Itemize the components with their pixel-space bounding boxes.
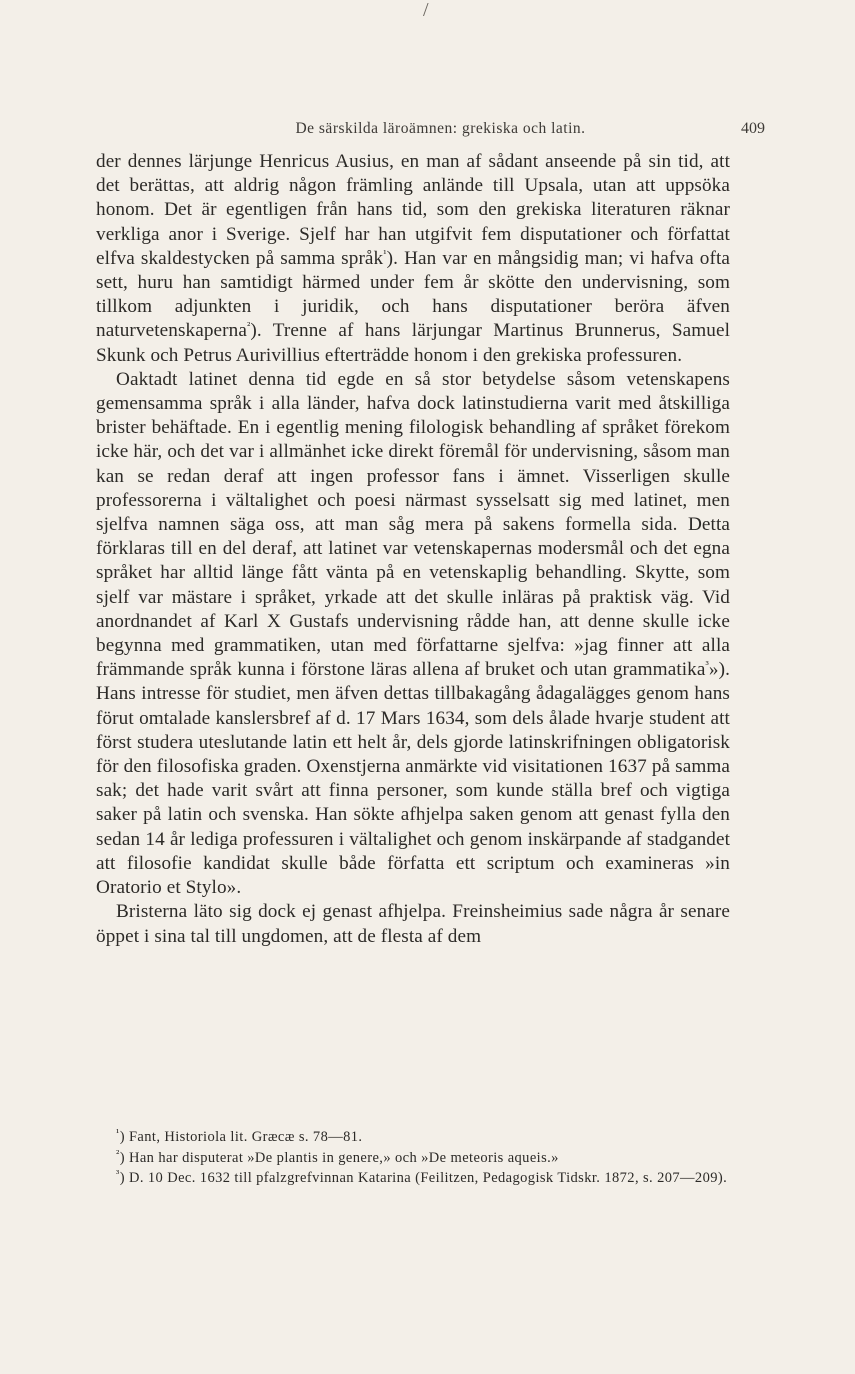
footnote-3-text: ) D. 10 Dec. 1632 till pfalzgrefvinnan Katarina (Feilitzen, Pedagogisk Tidskr. 1872, s. 207—209). <box>119 1170 728 1186</box>
footnote-2-text: ) Han har disputerat »De plantis in genere,» och »De meteoris aqueis.» <box>119 1149 559 1166</box>
top-pencil-mark: / <box>423 0 429 21</box>
body-text <box>96 150 730 949</box>
footnote-2-mark: ² <box>116 1147 120 1160</box>
page-number: 409 <box>741 120 765 137</box>
footnote-ref-3: ³ <box>705 659 709 672</box>
footnote-2 <box>96 1149 730 1169</box>
footnote-ref-2: ² <box>246 320 251 333</box>
paragraph-1-part-b: ). Han var en mångsidig man; vi hafva ofta sett, huru han samtidigt härmed under fem år skötte den undervisning, som tillkom adjunkten i juridik, och hans disputationer beröra äfven naturvetenskaperna <box>96 247 730 342</box>
paragraph-2 <box>96 368 730 900</box>
paragraph-1 <box>96 150 730 368</box>
footnote-1-mark: ¹ <box>116 1127 120 1139</box>
footnote-ref-1: ¹ <box>383 247 387 260</box>
footnote-1-text: ) Fant, Historiola lit. Græcæ s. 78—81. <box>119 1129 363 1145</box>
running-head: De särskilda läroämnen: grekiska och latin. <box>295 120 586 137</box>
paragraph-2-part-b: »). Hans intresse för studiet, men äfven dettas tillbakagång ådagalägges genom hans förut omtalade kanslersbref af d. 17 Mars 1634, som dels ålade hvarje student att först studera uteslutande latin ett helt år, dels gjorde latinskrifningen obligatorisk för den filosofiska graden. Oxenstjerna anmärkte vid visitationen 1637 på samma sak; det hade varit svårt att finna personer, som kunde ställa bref och vigtiga saker på latin och svenska. Han sökte afhjelpa saken genom att genast fylla den sedan 14 år lediga professuren i vältalighet och genom inskärpande af stadgandet att filosofie kandidat skulle både författa ett scriptum och examineras »in Oratorio et Stylo». <box>96 659 730 899</box>
paragraph-2-part-a: Oaktadt latinet denna tid egde en så stor betydelse såsom vetenskapens gemensamma språk i alla länder, hafva dock latinstudierna varit med åtskilliga brister behäftade. En i egentlig mening filologisk behandling af språket förekom icke här, och det var i allmänhet icke direkt föremål för undervisning, såsom man kan se redan deraf att ingen professor fans i ämnet. Visserligen skulle professorerna i vältalighet och poesi närmast sysselsatt sig med latinet, men sjelfva namnen säga oss, att man såg mera på sakens formella sida. Detta förklaras till en del deraf, att latinet var vetenskapernas modersmål och det egna språket har alltid länge fått vänta på en vetenskaplig behandling. Skytte, som sjelf var mästare i språket, yrkade att det skulle inläras på praktisk väg. Vid anordnandet af Karl X Gustafs undervisning rådde han, att denne skulle icke begynna med grammatiken, utan med författarne sjelfva: »jag finner att alla främmande språk kunna i förstone läras allena af bruket och utan grammatika <box>96 368 730 681</box>
paragraph-1-part-c: ). Trenne af hans lärjungar Martinus Brunnerus, Samuel Skunk och Petrus Aurivillius efterträdde honom i den grekiska professuren. <box>96 320 730 366</box>
page-header <box>96 120 765 144</box>
paragraph-1-part-a: der dennes lärjunge Henricus Ausius, en man af sådant anseende på sin tid, att det berättas, att aldrig någon främling anlände till Upsala, utan att uppsöka honom. Det är egentligen från hans tid, som den grekiska literaturen räknar verkliga anor i Sverige. Sjelf har han utgifvit fem disputationer och författat elfva skaldestycken på samma språk <box>96 151 730 269</box>
paragraph-3: Bristerna läto sig dock ej genast afhjelpa. Freinsheimius sade några år senare öppet i sina tal till ungdomen, att de flesta af dem <box>96 901 730 947</box>
footnotes <box>96 1128 730 1190</box>
footnote-3 <box>96 1169 730 1189</box>
footnote-3-mark: ³ <box>116 1168 120 1180</box>
footnote-1 <box>96 1128 730 1148</box>
